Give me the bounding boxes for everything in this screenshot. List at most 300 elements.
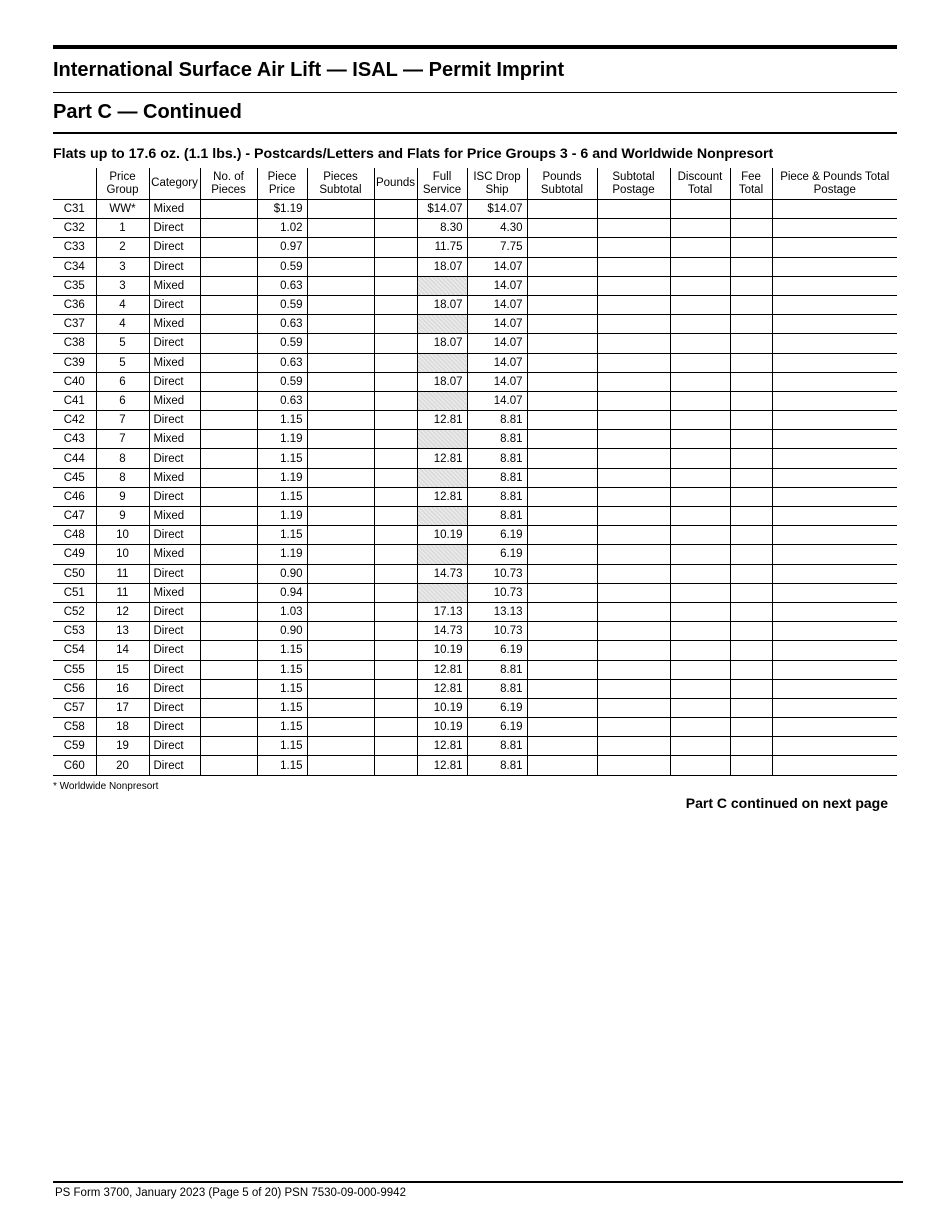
pounds-subtotal-field[interactable] <box>527 430 597 449</box>
pieces-subtotal-field[interactable] <box>307 200 374 219</box>
fee-total-field[interactable] <box>730 507 772 526</box>
subtotal-postage-field[interactable] <box>597 295 670 314</box>
fee-total-field[interactable] <box>730 257 772 276</box>
no-of-pieces-field[interactable] <box>200 602 257 621</box>
full-service-cell: 12.81 <box>417 660 467 679</box>
line-number-cell: C53 <box>53 622 96 641</box>
fee-total-field[interactable] <box>730 660 772 679</box>
isc-drop-ship-cell: 8.81 <box>467 756 527 775</box>
fee-total-field[interactable] <box>730 449 772 468</box>
fee-total-field[interactable] <box>730 295 772 314</box>
discount-total-field[interactable] <box>670 583 730 602</box>
total-postage-field[interactable] <box>772 411 897 430</box>
pieces-subtotal-field[interactable] <box>307 737 374 756</box>
table-row <box>53 602 897 621</box>
discount-total-field[interactable] <box>670 468 730 487</box>
pounds-subtotal-field[interactable] <box>527 679 597 698</box>
no-of-pieces-field[interactable] <box>200 449 257 468</box>
pounds-subtotal-field[interactable] <box>527 276 597 295</box>
total-postage-field[interactable] <box>772 200 897 219</box>
pounds-subtotal-field[interactable] <box>527 334 597 353</box>
pounds-field[interactable] <box>374 545 417 564</box>
discount-total-field[interactable] <box>670 622 730 641</box>
pounds-subtotal-field[interactable] <box>527 641 597 660</box>
fee-total-field[interactable] <box>730 698 772 717</box>
discount-total-field[interactable] <box>670 219 730 238</box>
price-group-cell: 20 <box>96 756 149 775</box>
pounds-field[interactable] <box>374 602 417 621</box>
part-divider <box>53 132 897 134</box>
discount-total-field[interactable] <box>670 737 730 756</box>
discount-total-field[interactable] <box>670 276 730 295</box>
pounds-subtotal-field[interactable] <box>527 487 597 506</box>
pounds-subtotal-field[interactable] <box>527 622 597 641</box>
subtotal-postage-field[interactable] <box>597 334 670 353</box>
subtotal-postage-field[interactable] <box>597 200 670 219</box>
no-of-pieces-field[interactable] <box>200 564 257 583</box>
isc-drop-ship-cell: 14.07 <box>467 315 527 334</box>
subtotal-postage-field[interactable] <box>597 660 670 679</box>
pounds-subtotal-field[interactable] <box>527 545 597 564</box>
pieces-subtotal-field[interactable] <box>307 660 374 679</box>
subtotal-postage-field[interactable] <box>597 468 670 487</box>
pieces-subtotal-field[interactable] <box>307 257 374 276</box>
price-group-cell: 4 <box>96 295 149 314</box>
category-cell: Direct <box>149 698 200 717</box>
subtotal-postage-field[interactable] <box>597 238 670 257</box>
fee-total-field[interactable] <box>730 545 772 564</box>
pounds-field[interactable] <box>374 641 417 660</box>
pieces-subtotal-field[interactable] <box>307 315 374 334</box>
subtotal-postage-field[interactable] <box>597 718 670 737</box>
discount-total-field[interactable] <box>670 564 730 583</box>
shaded-cell <box>417 391 467 410</box>
piece-price-cell: 1.19 <box>257 507 307 526</box>
pieces-subtotal-field[interactable] <box>307 372 374 391</box>
no-of-pieces-field[interactable] <box>200 507 257 526</box>
category-cell: Direct <box>149 372 200 391</box>
pounds-subtotal-field[interactable] <box>527 449 597 468</box>
total-postage-field[interactable] <box>772 583 897 602</box>
isc-drop-ship-cell: 6.19 <box>467 545 527 564</box>
pounds-subtotal-field[interactable] <box>527 372 597 391</box>
pounds-subtotal-field[interactable] <box>527 564 597 583</box>
pounds-subtotal-field[interactable] <box>527 718 597 737</box>
pounds-subtotal-field[interactable] <box>527 411 597 430</box>
subtotal-postage-field[interactable] <box>597 526 670 545</box>
pieces-subtotal-field[interactable] <box>307 295 374 314</box>
subtotal-postage-field[interactable] <box>597 430 670 449</box>
subtotal-postage-field[interactable] <box>597 545 670 564</box>
no-of-pieces-field[interactable] <box>200 487 257 506</box>
pieces-subtotal-field[interactable] <box>307 468 374 487</box>
discount-total-field[interactable] <box>670 411 730 430</box>
subtotal-postage-field[interactable] <box>597 507 670 526</box>
discount-total-field[interactable] <box>670 679 730 698</box>
pounds-subtotal-field[interactable] <box>527 391 597 410</box>
pieces-subtotal-field[interactable] <box>307 219 374 238</box>
no-of-pieces-field[interactable] <box>200 756 257 775</box>
total-postage-field[interactable] <box>772 679 897 698</box>
fee-total-field[interactable] <box>730 583 772 602</box>
pounds-subtotal-field[interactable] <box>527 698 597 717</box>
discount-total-field[interactable] <box>670 756 730 775</box>
price-group-cell: 5 <box>96 334 149 353</box>
pounds-field[interactable] <box>374 487 417 506</box>
no-of-pieces-field[interactable] <box>200 468 257 487</box>
discount-total-field[interactable] <box>670 315 730 334</box>
isc-drop-ship-cell: $14.07 <box>467 200 527 219</box>
no-of-pieces-field[interactable] <box>200 718 257 737</box>
fee-total-field[interactable] <box>730 602 772 621</box>
pounds-field[interactable] <box>374 334 417 353</box>
total-postage-field[interactable] <box>772 487 897 506</box>
discount-total-field[interactable] <box>670 487 730 506</box>
no-of-pieces-field[interactable] <box>200 334 257 353</box>
discount-total-field[interactable] <box>670 372 730 391</box>
total-postage-field[interactable] <box>772 430 897 449</box>
pounds-subtotal-field[interactable] <box>527 507 597 526</box>
line-number-cell: C55 <box>53 660 96 679</box>
pounds-field[interactable] <box>374 200 417 219</box>
pieces-subtotal-field[interactable] <box>307 391 374 410</box>
total-postage-field[interactable] <box>772 507 897 526</box>
fee-total-field[interactable] <box>730 315 772 334</box>
fee-total-field[interactable] <box>730 737 772 756</box>
category-cell: Direct <box>149 718 200 737</box>
pounds-subtotal-field[interactable] <box>527 526 597 545</box>
pounds-field[interactable] <box>374 276 417 295</box>
pounds-field[interactable] <box>374 238 417 257</box>
total-postage-field[interactable] <box>772 391 897 410</box>
total-postage-field[interactable] <box>772 238 897 257</box>
pounds-subtotal-field[interactable] <box>527 583 597 602</box>
pounds-field[interactable] <box>374 756 417 775</box>
no-of-pieces-field[interactable] <box>200 641 257 660</box>
no-of-pieces-field[interactable] <box>200 353 257 372</box>
subtotal-postage-field[interactable] <box>597 622 670 641</box>
pounds-field[interactable] <box>374 257 417 276</box>
total-postage-field[interactable] <box>772 564 897 583</box>
full-service-cell: 11.75 <box>417 238 467 257</box>
pounds-field[interactable] <box>374 372 417 391</box>
pounds-field[interactable] <box>374 698 417 717</box>
total-postage-field[interactable] <box>772 718 897 737</box>
discount-total-field[interactable] <box>670 602 730 621</box>
pounds-subtotal-field[interactable] <box>527 315 597 334</box>
total-postage-field[interactable] <box>772 334 897 353</box>
line-number-cell: C49 <box>53 545 96 564</box>
discount-total-field[interactable] <box>670 641 730 660</box>
isc-drop-ship-cell: 8.81 <box>467 411 527 430</box>
fee-total-field[interactable] <box>730 487 772 506</box>
no-of-pieces-field[interactable] <box>200 200 257 219</box>
pieces-subtotal-field[interactable] <box>307 564 374 583</box>
discount-total-field[interactable] <box>670 526 730 545</box>
total-postage-field[interactable] <box>772 276 897 295</box>
fee-total-field[interactable] <box>730 276 772 295</box>
fee-total-field[interactable] <box>730 526 772 545</box>
no-of-pieces-field[interactable] <box>200 411 257 430</box>
total-postage-field[interactable] <box>772 315 897 334</box>
fee-total-field[interactable] <box>730 353 772 372</box>
subtotal-postage-field[interactable] <box>597 257 670 276</box>
pieces-subtotal-field[interactable] <box>307 353 374 372</box>
pounds-field[interactable] <box>374 353 417 372</box>
pounds-subtotal-field[interactable] <box>527 660 597 679</box>
subtotal-postage-field[interactable] <box>597 353 670 372</box>
pieces-subtotal-field[interactable] <box>307 238 374 257</box>
no-of-pieces-field[interactable] <box>200 545 257 564</box>
total-postage-field[interactable] <box>772 219 897 238</box>
fee-total-field[interactable] <box>730 679 772 698</box>
pounds-subtotal-field[interactable] <box>527 200 597 219</box>
fee-total-field[interactable] <box>730 372 772 391</box>
pounds-field[interactable] <box>374 526 417 545</box>
shaded-cell <box>417 353 467 372</box>
pounds-field[interactable] <box>374 430 417 449</box>
pounds-subtotal-field[interactable] <box>527 737 597 756</box>
isc-drop-ship-cell: 4.30 <box>467 219 527 238</box>
fee-total-field[interactable] <box>730 391 772 410</box>
fee-total-field[interactable] <box>730 468 772 487</box>
fee-total-field[interactable] <box>730 718 772 737</box>
subtotal-postage-field[interactable] <box>597 411 670 430</box>
fee-total-field[interactable] <box>730 200 772 219</box>
isc-drop-ship-cell: 10.73 <box>467 564 527 583</box>
subtotal-postage-field[interactable] <box>597 679 670 698</box>
fee-total-field[interactable] <box>730 430 772 449</box>
subtotal-postage-field[interactable] <box>597 641 670 660</box>
line-number-cell: C57 <box>53 698 96 717</box>
pounds-field[interactable] <box>374 391 417 410</box>
col-header-piece-price: Piece Price <box>257 168 307 200</box>
piece-price-cell: 1.15 <box>257 679 307 698</box>
pounds-field[interactable] <box>374 315 417 334</box>
discount-total-field[interactable] <box>670 353 730 372</box>
fee-total-field[interactable] <box>730 411 772 430</box>
total-postage-field[interactable] <box>772 372 897 391</box>
total-postage-field[interactable] <box>772 737 897 756</box>
isc-drop-ship-cell: 6.19 <box>467 698 527 717</box>
full-service-cell: 8.30 <box>417 219 467 238</box>
no-of-pieces-field[interactable] <box>200 660 257 679</box>
fee-total-field[interactable] <box>730 238 772 257</box>
no-of-pieces-field[interactable] <box>200 737 257 756</box>
subtotal-postage-field[interactable] <box>597 737 670 756</box>
pounds-field[interactable] <box>374 295 417 314</box>
price-group-cell: 11 <box>96 564 149 583</box>
col-header-price-group: Price Group <box>96 168 149 200</box>
pounds-subtotal-field[interactable] <box>527 257 597 276</box>
subtotal-postage-field[interactable] <box>597 219 670 238</box>
pieces-subtotal-field[interactable] <box>307 698 374 717</box>
pieces-subtotal-field[interactable] <box>307 756 374 775</box>
no-of-pieces-field[interactable] <box>200 430 257 449</box>
discount-total-field[interactable] <box>670 200 730 219</box>
total-postage-field[interactable] <box>772 449 897 468</box>
discount-total-field[interactable] <box>670 449 730 468</box>
piece-price-cell: 1.15 <box>257 756 307 775</box>
pounds-subtotal-field[interactable] <box>527 353 597 372</box>
pounds-field[interactable] <box>374 660 417 679</box>
pounds-subtotal-field[interactable] <box>527 602 597 621</box>
discount-total-field[interactable] <box>670 660 730 679</box>
line-number-cell: C45 <box>53 468 96 487</box>
category-cell: Mixed <box>149 583 200 602</box>
discount-total-field[interactable] <box>670 295 730 314</box>
total-postage-field[interactable] <box>772 602 897 621</box>
pounds-field[interactable] <box>374 564 417 583</box>
table-row <box>53 219 897 238</box>
category-cell: Direct <box>149 526 200 545</box>
pieces-subtotal-field[interactable] <box>307 622 374 641</box>
category-cell: Direct <box>149 411 200 430</box>
discount-total-field[interactable] <box>670 698 730 717</box>
full-service-cell: 18.07 <box>417 372 467 391</box>
subtotal-postage-field[interactable] <box>597 391 670 410</box>
pieces-subtotal-field[interactable] <box>307 583 374 602</box>
total-postage-field[interactable] <box>772 641 897 660</box>
no-of-pieces-field[interactable] <box>200 295 257 314</box>
no-of-pieces-field[interactable] <box>200 391 257 410</box>
total-postage-field[interactable] <box>772 622 897 641</box>
piece-price-cell: 1.15 <box>257 526 307 545</box>
no-of-pieces-field[interactable] <box>200 698 257 717</box>
subtotal-postage-field[interactable] <box>597 564 670 583</box>
no-of-pieces-field[interactable] <box>200 583 257 602</box>
discount-total-field[interactable] <box>670 718 730 737</box>
pounds-field[interactable] <box>374 449 417 468</box>
line-number-cell: C43 <box>53 430 96 449</box>
discount-total-field[interactable] <box>670 334 730 353</box>
no-of-pieces-field[interactable] <box>200 526 257 545</box>
pieces-subtotal-field[interactable] <box>307 602 374 621</box>
price-group-cell: 3 <box>96 276 149 295</box>
fee-total-field[interactable] <box>730 641 772 660</box>
col-header-total-postage: Piece & Pounds Total Postage <box>772 168 897 200</box>
pieces-subtotal-field[interactable] <box>307 679 374 698</box>
no-of-pieces-field[interactable] <box>200 238 257 257</box>
pieces-subtotal-field[interactable] <box>307 276 374 295</box>
no-of-pieces-field[interactable] <box>200 372 257 391</box>
total-postage-field[interactable] <box>772 698 897 717</box>
no-of-pieces-field[interactable] <box>200 315 257 334</box>
table-row <box>53 487 897 506</box>
subtotal-postage-field[interactable] <box>597 315 670 334</box>
category-cell: Direct <box>149 679 200 698</box>
fee-total-field[interactable] <box>730 564 772 583</box>
total-postage-field[interactable] <box>772 756 897 775</box>
price-group-cell: 9 <box>96 487 149 506</box>
pieces-subtotal-field[interactable] <box>307 487 374 506</box>
pounds-field[interactable] <box>374 737 417 756</box>
pounds-field[interactable] <box>374 583 417 602</box>
pounds-subtotal-field[interactable] <box>527 468 597 487</box>
pounds-subtotal-field[interactable] <box>527 756 597 775</box>
piece-price-cell: $1.19 <box>257 200 307 219</box>
pounds-field[interactable] <box>374 411 417 430</box>
discount-total-field[interactable] <box>670 507 730 526</box>
pounds-subtotal-field[interactable] <box>527 238 597 257</box>
table-row <box>53 372 897 391</box>
piece-price-cell: 0.59 <box>257 334 307 353</box>
total-postage-field[interactable] <box>772 468 897 487</box>
pieces-subtotal-field[interactable] <box>307 545 374 564</box>
pieces-subtotal-field[interactable] <box>307 718 374 737</box>
pieces-subtotal-field[interactable] <box>307 526 374 545</box>
no-of-pieces-field[interactable] <box>200 679 257 698</box>
pounds-field[interactable] <box>374 718 417 737</box>
subtotal-postage-field[interactable] <box>597 487 670 506</box>
line-number-cell: C50 <box>53 564 96 583</box>
discount-total-field[interactable] <box>670 257 730 276</box>
total-postage-field[interactable] <box>772 353 897 372</box>
subtotal-postage-field[interactable] <box>597 602 670 621</box>
subtotal-postage-field[interactable] <box>597 583 670 602</box>
line-number-cell: C32 <box>53 219 96 238</box>
pieces-subtotal-field[interactable] <box>307 430 374 449</box>
discount-total-field[interactable] <box>670 238 730 257</box>
pieces-subtotal-field[interactable] <box>307 411 374 430</box>
fee-total-field[interactable] <box>730 334 772 353</box>
col-header-isc-drop-ship: ISC Drop Ship <box>467 168 527 200</box>
fee-total-field[interactable] <box>730 622 772 641</box>
pounds-field[interactable] <box>374 622 417 641</box>
pieces-subtotal-field[interactable] <box>307 334 374 353</box>
subtotal-postage-field[interactable] <box>597 449 670 468</box>
subtotal-postage-field[interactable] <box>597 372 670 391</box>
subtotal-postage-field[interactable] <box>597 698 670 717</box>
total-postage-field[interactable] <box>772 660 897 679</box>
total-postage-field[interactable] <box>772 545 897 564</box>
pounds-field[interactable] <box>374 507 417 526</box>
total-postage-field[interactable] <box>772 257 897 276</box>
discount-total-field[interactable] <box>670 545 730 564</box>
pieces-subtotal-field[interactable] <box>307 507 374 526</box>
piece-price-cell: 0.59 <box>257 295 307 314</box>
fee-total-field[interactable] <box>730 756 772 775</box>
discount-total-field[interactable] <box>670 391 730 410</box>
no-of-pieces-field[interactable] <box>200 257 257 276</box>
pounds-field[interactable] <box>374 468 417 487</box>
total-postage-field[interactable] <box>772 295 897 314</box>
no-of-pieces-field[interactable] <box>200 276 257 295</box>
fee-total-field[interactable] <box>730 219 772 238</box>
category-cell: Direct <box>149 602 200 621</box>
shaded-cell <box>417 315 467 334</box>
subtotal-postage-field[interactable] <box>597 756 670 775</box>
pounds-field[interactable] <box>374 219 417 238</box>
pounds-field[interactable] <box>374 679 417 698</box>
no-of-pieces-field[interactable] <box>200 622 257 641</box>
line-number-cell: C56 <box>53 679 96 698</box>
pounds-subtotal-field[interactable] <box>527 219 597 238</box>
line-number-cell: C58 <box>53 718 96 737</box>
category-cell: Direct <box>149 295 200 314</box>
total-postage-field[interactable] <box>772 526 897 545</box>
table-row <box>53 315 897 334</box>
no-of-pieces-field[interactable] <box>200 219 257 238</box>
piece-price-cell: 1.19 <box>257 430 307 449</box>
pieces-subtotal-field[interactable] <box>307 641 374 660</box>
subtotal-postage-field[interactable] <box>597 276 670 295</box>
page-title: International Surface Air Lift — ISAL — Permit Imprint <box>53 59 565 81</box>
full-service-cell: 12.81 <box>417 449 467 468</box>
discount-total-field[interactable] <box>670 430 730 449</box>
pounds-subtotal-field[interactable] <box>527 295 597 314</box>
pieces-subtotal-field[interactable] <box>307 449 374 468</box>
